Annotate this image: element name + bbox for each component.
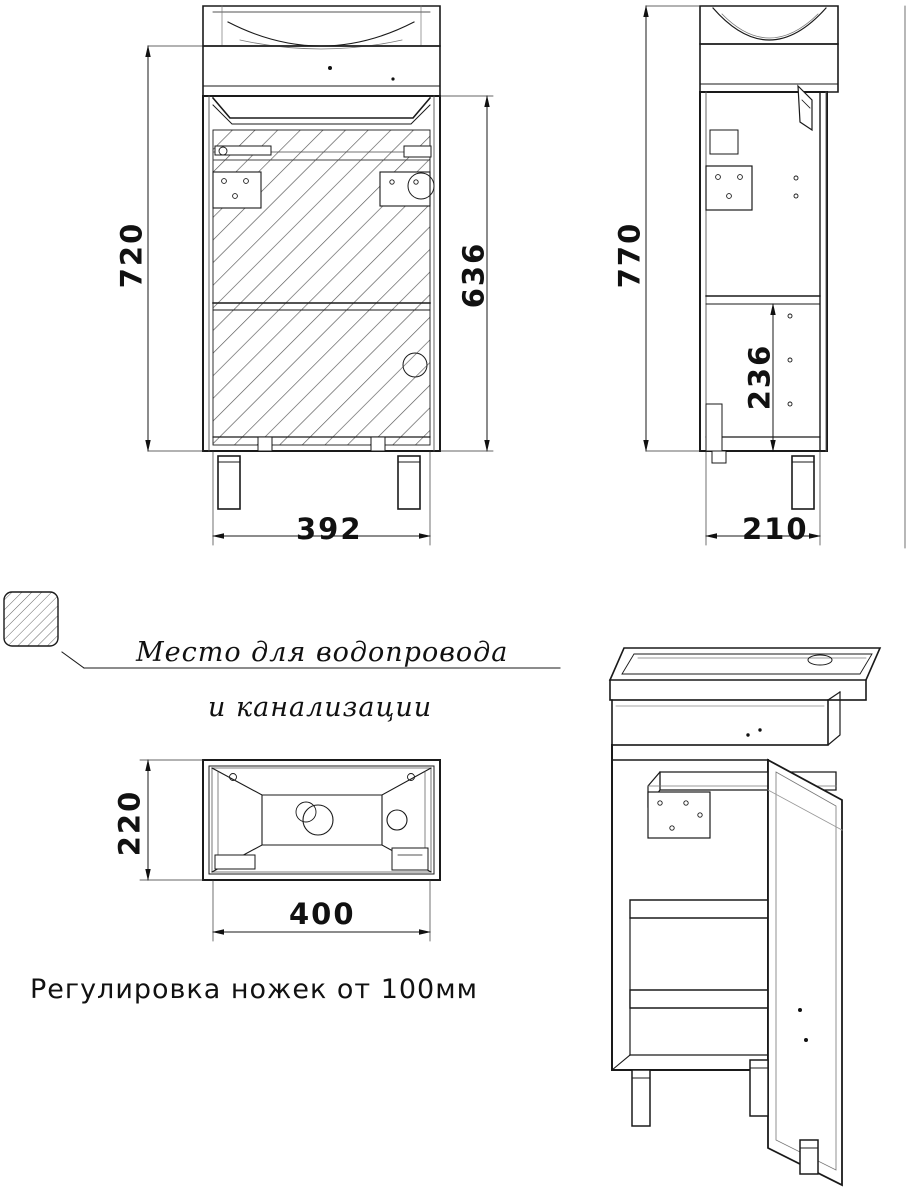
dimension-front-width: 392 (296, 512, 363, 546)
dimension-top-width: 400 (289, 897, 356, 931)
dimension-side-height: 770 (612, 221, 647, 289)
iso-view-geometry (610, 648, 880, 1185)
front-view-geometry (203, 6, 440, 509)
footnote-leg-adjustment: Регулировка ножек от 100мм (30, 974, 478, 1005)
dimension-side-inner-height: 236 (742, 343, 777, 411)
dimension-side-depth: 210 (742, 512, 809, 546)
dimension-front-height: 720 (114, 221, 149, 289)
dimension-top-depth: 220 (112, 789, 147, 857)
top-view-geometry (203, 760, 440, 880)
side-view-dimensions (646, 6, 905, 548)
top-view-dimensions (140, 760, 430, 941)
side-view-geometry (700, 6, 838, 509)
legend-line-2: и канализации (208, 692, 433, 723)
dimension-front-inner-height: 636 (456, 241, 491, 309)
legend-line-1: Место для водопровода (136, 637, 509, 668)
